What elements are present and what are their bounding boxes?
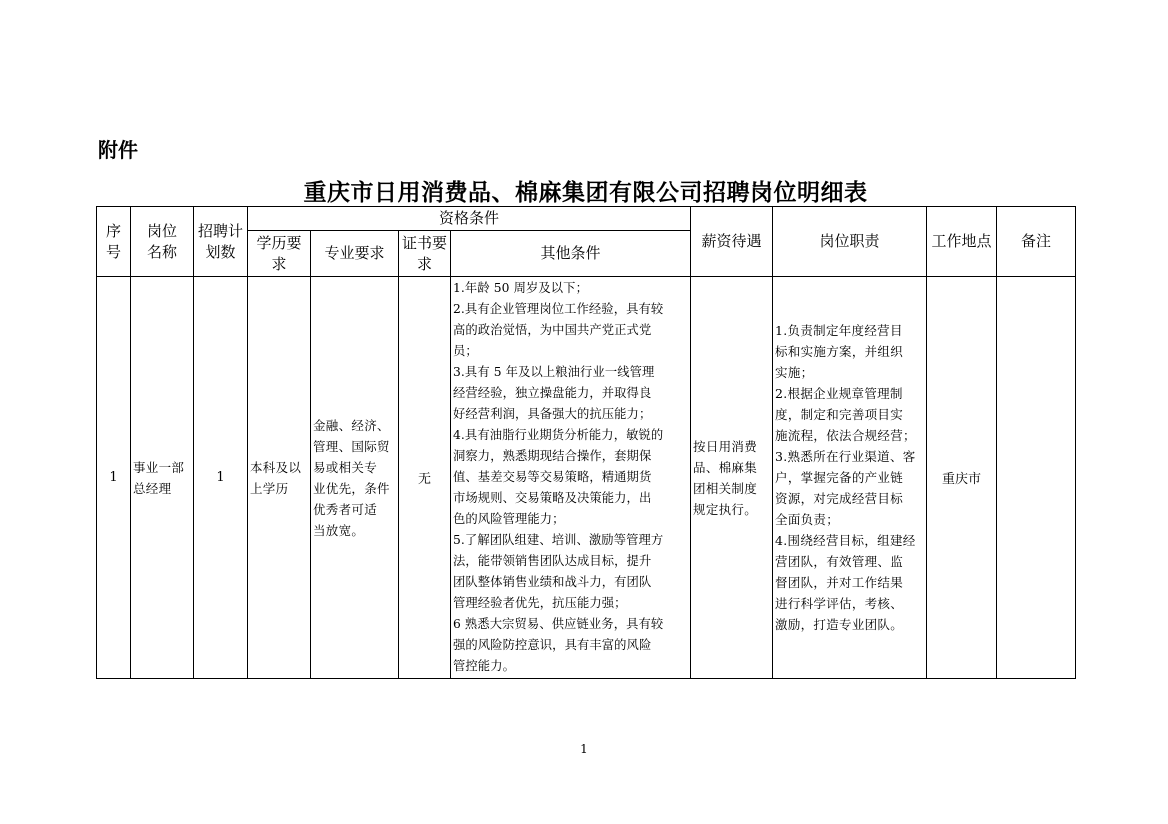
attachment-label: 附件	[98, 138, 138, 162]
header-location: 工作地点	[927, 207, 997, 277]
cell-duties	[773, 277, 927, 679]
header-certificate: 证书要 求	[399, 231, 451, 277]
page-number: 1	[580, 742, 588, 756]
cell-education	[248, 277, 311, 679]
header-remarks: 备注	[997, 207, 1076, 277]
header-qualifications: 资格条件	[248, 207, 691, 231]
cell-duties-text: 1.负责制定年度经营目 标和实施方案，并组织 实施； 2.根据企业规章管理制 度，制定和完善项目实 施流程，依法合规经营； 3.熟悉所在行业渠道、客 户，掌握完备的产业链 资源，对完成经营目标 全面负责； 4.围绕经营目标，组建经 营团队，有效管理、监 督团队，并对工作结果 进行科学评估，考核、 激励，打造专业团队。	[775, 323, 916, 632]
header-duties: 岗位职责	[773, 207, 927, 277]
cell-salary	[691, 277, 773, 679]
cell-certificate: 无	[399, 277, 451, 679]
header-salary: 薪资待遇	[691, 207, 773, 277]
header-position: 岗位 名称	[131, 207, 194, 277]
cell-plan: 1	[194, 277, 248, 679]
cell-position	[131, 277, 194, 679]
table-header-row	[97, 207, 1076, 231]
header-education: 学历要 求	[248, 231, 311, 277]
cell-salary-text: 按日用消费 品、棉麻集 团相关制度 规定执行。	[693, 438, 758, 517]
header-other: 其他条件	[451, 231, 691, 277]
cell-other-text: 1.年龄 50 周岁及以下； 2.具有企业管理岗位工作经验，具有较 高的政治觉悟，为中国共产党正式党 员； 3.具有 5 年及以上粮油行业一线管理 经营经验，独立操盘能力，并取得良 好经营利润，具备强大的抗压能力； 4.具有油脂行业期货分析能力，敏锐的 洞察力，熟悉期现结合操作，套期保 值、基差交易等交易策略，精通期货 市场规则、交易策略及决策能力，出 色的风险管理能力； 5.了解团队组建、培训、激励等管理方 法，能带领销售团队达成目标，提升 团队整体销售业绩和战斗力，有团队 管理经验者优先，抗压能力强； 6 熟悉大宗贸易、供应链业务，具有较 强的风险防控意识，具有丰富的风险 管控能力。	[453, 281, 664, 673]
header-major: 专业要求	[311, 231, 399, 277]
cell-position-text: 事业一部 总经理	[133, 459, 185, 496]
table-row	[97, 277, 1076, 679]
cell-major	[311, 277, 399, 679]
header-seq: 序 号	[97, 207, 131, 277]
cell-education-text: 本科及以 上学历	[250, 459, 302, 496]
header-plan: 招聘计 划数	[194, 207, 248, 277]
cell-other	[451, 277, 691, 679]
document-title: 重庆市日用消费品、棉麻集团有限公司招聘岗位明细表	[303, 179, 868, 206]
cell-major-text: 金融、经济、 管理、国际贸 易或相关专 业优先，条件 优秀者可适 当放宽。	[313, 417, 390, 538]
cell-remarks	[997, 277, 1076, 679]
cell-location: 重庆市	[927, 277, 997, 679]
job-details-table	[96, 206, 1076, 679]
cell-seq: 1	[97, 277, 131, 679]
